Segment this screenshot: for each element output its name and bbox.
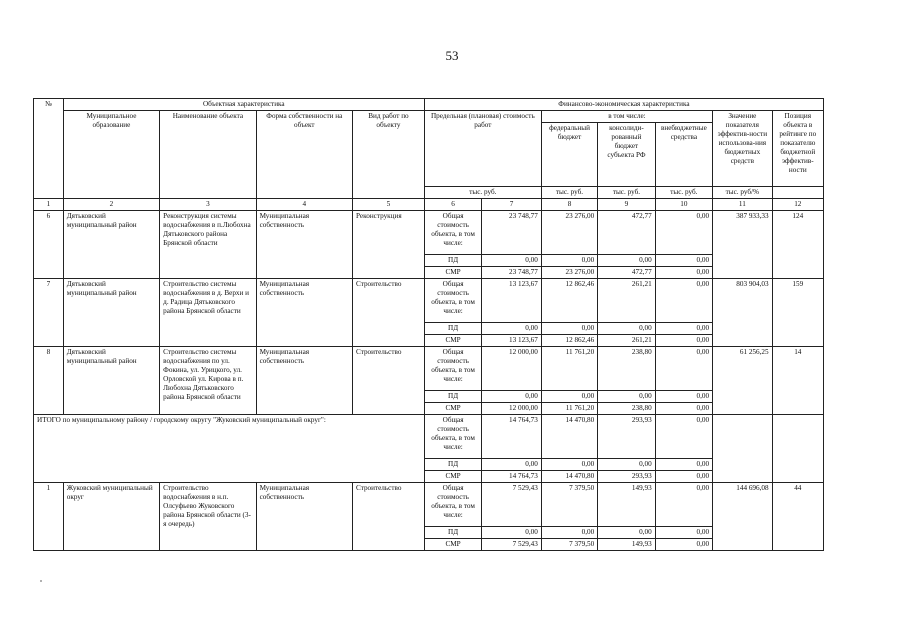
row-efficiency: 387 933,33	[713, 211, 773, 279]
header-municipality: Муниципальное образование	[63, 111, 159, 199]
row-ownership: Муниципальная собственность	[256, 347, 352, 415]
cell-smr: 7 529,43	[482, 539, 542, 551]
header-object-group: Объектная характеристика	[63, 99, 424, 111]
header-efficiency: Значение показателя эффектив-ности использова-ния бюджетных средств	[713, 111, 773, 187]
cell-smr: 7 379,50	[541, 539, 597, 551]
cell-smr: 0,00	[655, 471, 712, 483]
cell-smr: 472,77	[598, 267, 655, 279]
row-object-name: Строительство системы водоснабжения по ул. Фокина, ул. Урицкого, ул. Орловской ул. Кирова в п. Любохна Дятьковского района Брянской области	[160, 347, 256, 415]
cell-consolidated: 149,93	[598, 483, 655, 527]
cell-smr: 12 000,00	[482, 403, 542, 415]
col-number: 11	[713, 199, 773, 211]
row-rank: 44	[772, 483, 823, 551]
col-number: 3	[160, 199, 256, 211]
label-pd: ПД	[424, 459, 481, 471]
cell-extrabudget: 0,00	[655, 483, 712, 527]
itogo-row	[34, 415, 824, 459]
row-ownership: Муниципальная собственность	[256, 211, 352, 279]
cell-pd: 0,00	[482, 391, 542, 403]
unit-extrabudget: тыс. руб.	[655, 187, 712, 199]
label-total-cost: Общая стоимость объекта, в том числе:	[424, 415, 481, 459]
row-work-type: Строительство	[353, 279, 425, 347]
page-number: 53	[445, 48, 459, 63]
header-ownership: Форма собственности на объект	[256, 111, 352, 199]
cell-pd: 0,00	[541, 323, 597, 335]
cell-smr: 14 764,73	[482, 471, 542, 483]
header-num: №	[34, 99, 64, 199]
cell-extrabudget: 0,00	[655, 211, 712, 255]
header-consolidated: консолиди-рованный бюджет субъекта РФ	[598, 123, 655, 187]
unit-consolidated: тыс. руб.	[598, 187, 655, 199]
header-row-groups	[34, 99, 824, 111]
cell-federal: 23 276,00	[541, 211, 597, 255]
unit-efficiency: тыс. руб/%	[713, 187, 773, 199]
cell-consolidated: 261,21	[598, 279, 655, 323]
cell-total: 13 123,67	[482, 279, 542, 323]
cell-extrabudget: 0,00	[655, 347, 712, 391]
unit-cost: тыс. руб.	[424, 187, 541, 199]
col-number: 6	[424, 199, 481, 211]
col-number: 5	[353, 199, 425, 211]
row-num: 8	[34, 347, 64, 415]
header-rank: Позиция объекта в рейтинге по показателю бюджетной эффектив-ности	[772, 111, 823, 187]
col-number: 1	[34, 199, 64, 211]
label-pd: ПД	[424, 391, 481, 403]
budget-table	[33, 98, 824, 551]
cell-smr: 13 123,67	[482, 335, 542, 347]
row-object-name: Строительство системы водоснабжения в д. Верхи и д. Радица Дятьковского района Брянской области	[160, 279, 256, 347]
row-work-type: Реконструкция	[353, 211, 425, 279]
itogo-label: ИТОГО по муниципальному району / городскому округу "Жуковский муниципальный округ":	[34, 415, 425, 483]
cell-pd: 0,00	[541, 255, 597, 267]
label-smr: СМР	[424, 539, 481, 551]
cell-pd: 0,00	[482, 459, 542, 471]
header-max-cost: Предельная (плановая) стоимость работ	[424, 111, 541, 187]
cell-pd: 0,00	[482, 323, 542, 335]
cell-pd: 0,00	[541, 527, 597, 539]
row-ownership: Муниципальная собственность	[256, 483, 352, 551]
cell-pd: 0,00	[598, 527, 655, 539]
col-number: 10	[655, 199, 712, 211]
cell-pd: 0,00	[598, 459, 655, 471]
row-efficiency: 61 256,25	[713, 347, 773, 415]
header-row-columns	[34, 111, 824, 123]
header-work-type: Вид работ по объекту	[353, 111, 425, 199]
cell-federal: 11 761,20	[541, 347, 597, 391]
row-num: 1	[34, 483, 64, 551]
col-number: 12	[772, 199, 823, 211]
cell-smr: 11 761,20	[541, 403, 597, 415]
row-efficiency: 144 696,08	[713, 483, 773, 551]
table-row	[34, 483, 824, 527]
col-number: 7	[482, 199, 542, 211]
col-number: 9	[598, 199, 655, 211]
cell-total: 12 000,00	[482, 347, 542, 391]
row-object-name: Реконструкция системы водоснабжения в п.Любохна Дятьковского района Брянской области	[160, 211, 256, 279]
label-smr: СМР	[424, 335, 481, 347]
cell-extrabudget: 0,00	[655, 279, 712, 323]
unit-rank	[772, 187, 823, 199]
cell-smr: 238,80	[598, 403, 655, 415]
cell-smr: 0,00	[655, 335, 712, 347]
row-municipality: Дятьковский муниципальный район	[63, 279, 159, 347]
label-pd: ПД	[424, 323, 481, 335]
label-pd: ПД	[424, 527, 481, 539]
cell-pd: 0,00	[482, 527, 542, 539]
label-smr: СМР	[424, 267, 481, 279]
cell-pd: 0,00	[598, 255, 655, 267]
cell-smr: 0,00	[655, 539, 712, 551]
cell-total: 7 529,43	[482, 483, 542, 527]
header-extrabudget: внебюджетные средства	[655, 123, 712, 187]
table-row	[34, 211, 824, 255]
cell-pd: 0,00	[655, 527, 712, 539]
cell-total: 14 764,73	[482, 415, 542, 459]
row-municipality: Жуковский муниципальный округ	[63, 483, 159, 551]
header-including: в том числе:	[541, 111, 712, 123]
cell-pd: 0,00	[598, 323, 655, 335]
cell-smr: 293,93	[598, 471, 655, 483]
label-total-cost: Общая стоимость объекта, в том числе:	[424, 279, 481, 323]
cell-smr: 23 748,77	[482, 267, 542, 279]
cell-smr: 14 470,80	[541, 471, 597, 483]
row-rank: 124	[772, 211, 823, 279]
col-number: 2	[63, 199, 159, 211]
row-num: 6	[34, 211, 64, 279]
cell-pd: 0,00	[655, 459, 712, 471]
row-efficiency: 803 904,03	[713, 279, 773, 347]
cell-federal: 7 379,50	[541, 483, 597, 527]
col-number: 8	[541, 199, 597, 211]
cell-smr: 0,00	[655, 403, 712, 415]
row-municipality: Дятьковский муниципальный район	[63, 211, 159, 279]
cell-federal: 12 862,46	[541, 279, 597, 323]
row-object-name: Строительство водоснабжения в н.п. Олсуфьево Жуковского района Брянской области (3-я очередь)	[160, 483, 256, 551]
cell-consolidated: 238,80	[598, 347, 655, 391]
scan-artifact	[40, 580, 42, 582]
label-pd: ПД	[424, 255, 481, 267]
cell-consolidated: 472,77	[598, 211, 655, 255]
cell-smr: 149,93	[598, 539, 655, 551]
cell-consolidated: 293,93	[598, 415, 655, 459]
cell-smr: 12 862,46	[541, 335, 597, 347]
cell-total: 23 748,77	[482, 211, 542, 255]
itogo-efficiency	[713, 415, 773, 483]
itogo-rank	[772, 415, 823, 483]
label-total-cost: Общая стоимость объекта, в том числе:	[424, 483, 481, 527]
row-work-type: Строительство	[353, 347, 425, 415]
cell-pd: 0,00	[541, 459, 597, 471]
cell-pd: 0,00	[482, 255, 542, 267]
label-smr: СМР	[424, 403, 481, 415]
row-ownership: Муниципальная собственность	[256, 279, 352, 347]
label-total-cost: Общая стоимость объекта, в том числе:	[424, 211, 481, 255]
cell-pd: 0,00	[655, 391, 712, 403]
label-total-cost: Общая стоимость объекта, в том числе:	[424, 347, 481, 391]
header-object-name: Наименование объекта	[160, 111, 256, 199]
label-smr: СМР	[424, 471, 481, 483]
col-number: 4	[256, 199, 352, 211]
cell-smr: 23 276,00	[541, 267, 597, 279]
row-num: 7	[34, 279, 64, 347]
column-numbers-row	[34, 199, 824, 211]
header-federal: федеральный бюджет	[541, 123, 597, 187]
row-work-type: Строительство	[353, 483, 425, 551]
row-municipality: Дятьковский муниципальный район	[63, 347, 159, 415]
cell-federal: 14 470,80	[541, 415, 597, 459]
row-rank: 159	[772, 279, 823, 347]
cell-pd: 0,00	[598, 391, 655, 403]
cell-pd: 0,00	[655, 323, 712, 335]
header-finance-group: Финансово-экономическая характеристика	[424, 99, 823, 111]
cell-pd: 0,00	[541, 391, 597, 403]
cell-smr: 0,00	[655, 267, 712, 279]
cell-smr: 261,21	[598, 335, 655, 347]
row-rank: 14	[772, 347, 823, 415]
cell-pd: 0,00	[655, 255, 712, 267]
table-row	[34, 279, 824, 323]
unit-federal: тыс. руб.	[541, 187, 597, 199]
table-row	[34, 347, 824, 391]
cell-extrabudget: 0,00	[655, 415, 712, 459]
